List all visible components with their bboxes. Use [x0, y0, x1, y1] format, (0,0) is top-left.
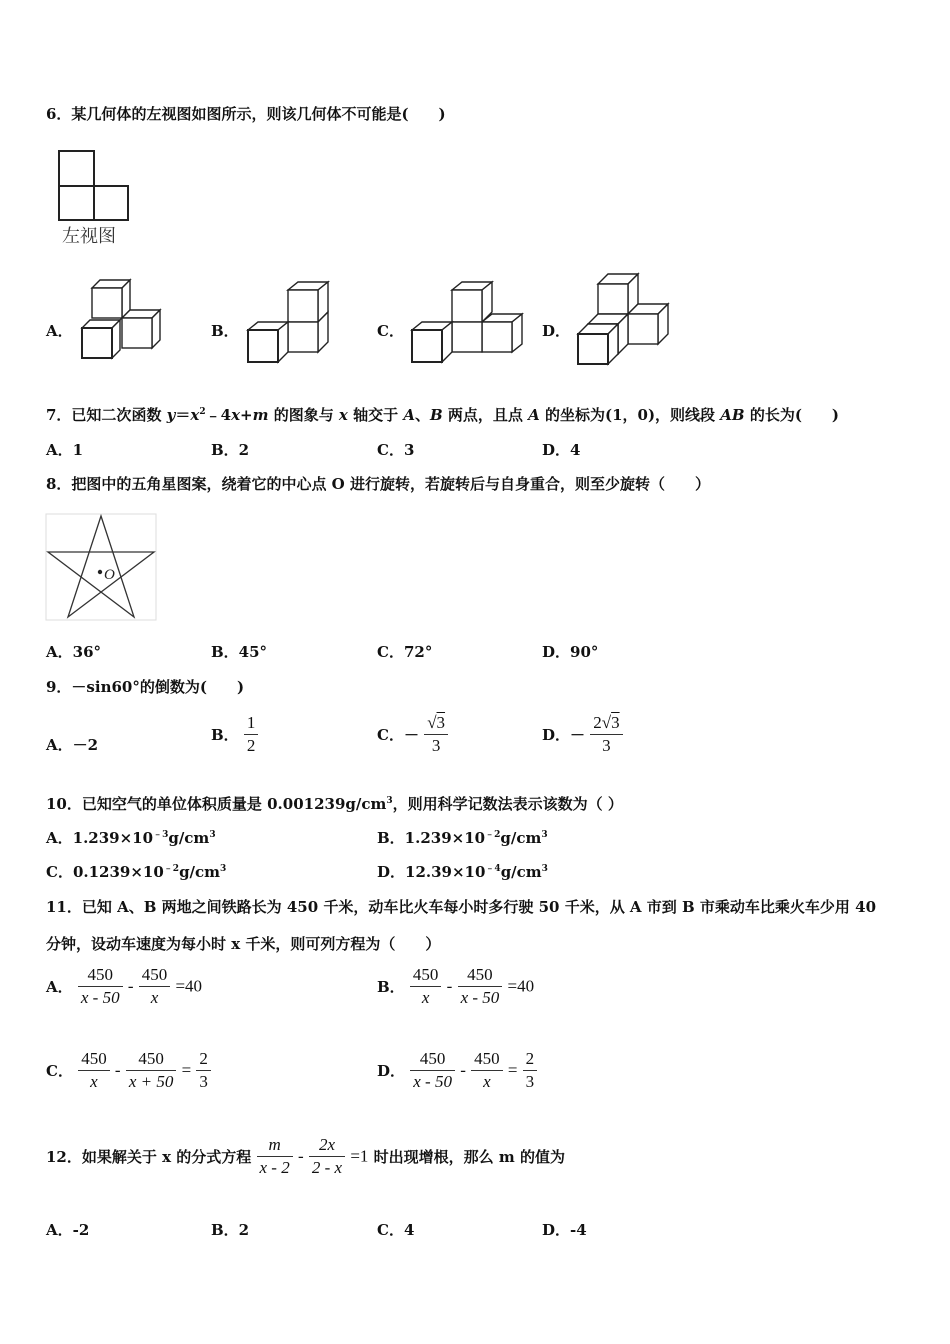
q6-figure-caption: 左视图: [62, 226, 116, 247]
q6-stem: 6．某几何体的左视图如图所示，则该几何体不可能是( ): [46, 105, 446, 123]
q7-option-b[interactable]: B．2: [211, 441, 250, 459]
q11-option-d[interactable]: D． $\frac{450}{x - 50}$ - $\frac{450}{x}$ = $\frac{2}{3}$: [377, 1048, 537, 1093]
star-center-label: O: [104, 567, 115, 583]
q8-stem: 8．把图中的五角星图案，绕着它的中心点 O 进行旋转，若旋转后与自身重合，则至少旋转（ ）: [46, 475, 710, 493]
q11-option-a[interactable]: A． $\frac{450}{x - 50}$ - $\frac{450}{x}$ =40: [46, 965, 203, 1007]
q6-option-d-figure: [576, 272, 671, 367]
q9-option-d[interactable]: D．－ $\frac{2√3}{3}$: [542, 712, 623, 757]
q6-option-b-figure: [246, 280, 336, 364]
q11-option-c[interactable]: C． $\frac{450}{x}$ - $\frac{450}{x + 50}$ = $\frac{2}{3}$: [46, 1048, 211, 1093]
q8-option-b[interactable]: B．45°: [211, 643, 268, 661]
q6-option-a-label[interactable]: A．: [46, 322, 73, 340]
star-center-point: [98, 570, 102, 574]
q8-option-c[interactable]: C．72°: [377, 643, 433, 661]
q12-stem: 12．如果解关于 x 的分式方程 $\frac{m}{x - 2}$ - $\frac{2x}{2 - x}$ =1 时出现增根，那么 m 的值为: [46, 1135, 565, 1177]
q10-option-c[interactable]: C．$0.1239\times 10^{﹣2}g/cm^3$: [46, 863, 227, 881]
q11-option-b[interactable]: B． $\frac{450}{x}$ - $\frac{450}{x - 50}$ =40: [377, 965, 535, 1007]
q11-stem-line2: 分钟，设动车速度为每小时 x 千米，则可列方程为（ ）: [46, 935, 441, 953]
q7-option-d[interactable]: D．4: [542, 441, 581, 459]
q7-option-a[interactable]: A．1: [46, 441, 84, 459]
q12-option-b[interactable]: B．2: [211, 1221, 250, 1239]
q10-option-b[interactable]: B．$1.239\times 10^{﹣2}g/cm^3$: [377, 829, 548, 847]
q8-option-d[interactable]: D．90°: [542, 643, 599, 661]
q9-option-a[interactable]: A．－2: [46, 736, 99, 754]
q7-option-c[interactable]: C．3: [377, 441, 415, 459]
q9-option-b[interactable]: B． $\frac{1}{2}$: [211, 712, 258, 757]
q9-stem: 9．－sin60°的倒数为( ): [46, 678, 245, 696]
q7-stem: 7．已知二次函数 $y=x^2﹣4x+m$ 的图象与 x 轴交于 A、B 两点，且点 A 的坐标为(1，0)，则线段 AB 的长为( ): [46, 406, 840, 424]
q10-option-a[interactable]: A．$1.239\times 10^{﹣3}g/cm^3$: [46, 829, 216, 847]
q6-option-c-label[interactable]: C．: [377, 322, 404, 340]
q10-stem: 10．已知空气的单位体积质量是 $0.001239g/cm^3$，则用科学记数法表示该数为（ ）: [46, 795, 623, 813]
q8-star-figure: [46, 514, 156, 620]
q12-option-d[interactable]: D．-4: [542, 1221, 587, 1239]
q8-option-a[interactable]: A．36°: [46, 643, 102, 661]
q6-option-d-label[interactable]: D．: [542, 322, 571, 340]
q10-option-d[interactable]: D．$12.39\times 10^{﹣4}g/cm^3$: [377, 863, 548, 881]
q12-option-c[interactable]: C．4: [377, 1221, 415, 1239]
q6-left-view-figure: [58, 150, 130, 222]
q12-option-a[interactable]: A．-2: [46, 1221, 90, 1239]
q11-stem-line1: 11．已知 A、B 两地之间铁路长为 450 千米，动车比火车每小时多行驶 50 千米，从 A 市到 B 市乘动车比乘火车少用 40: [46, 898, 877, 916]
q6-option-a-figure: [80, 278, 165, 362]
q6-option-c-figure: [410, 280, 528, 364]
q9-option-c[interactable]: C．－ $\frac{√3}{3}$: [377, 712, 448, 757]
five-point-star: [48, 516, 154, 617]
q6-option-b-label[interactable]: B．: [211, 322, 239, 340]
